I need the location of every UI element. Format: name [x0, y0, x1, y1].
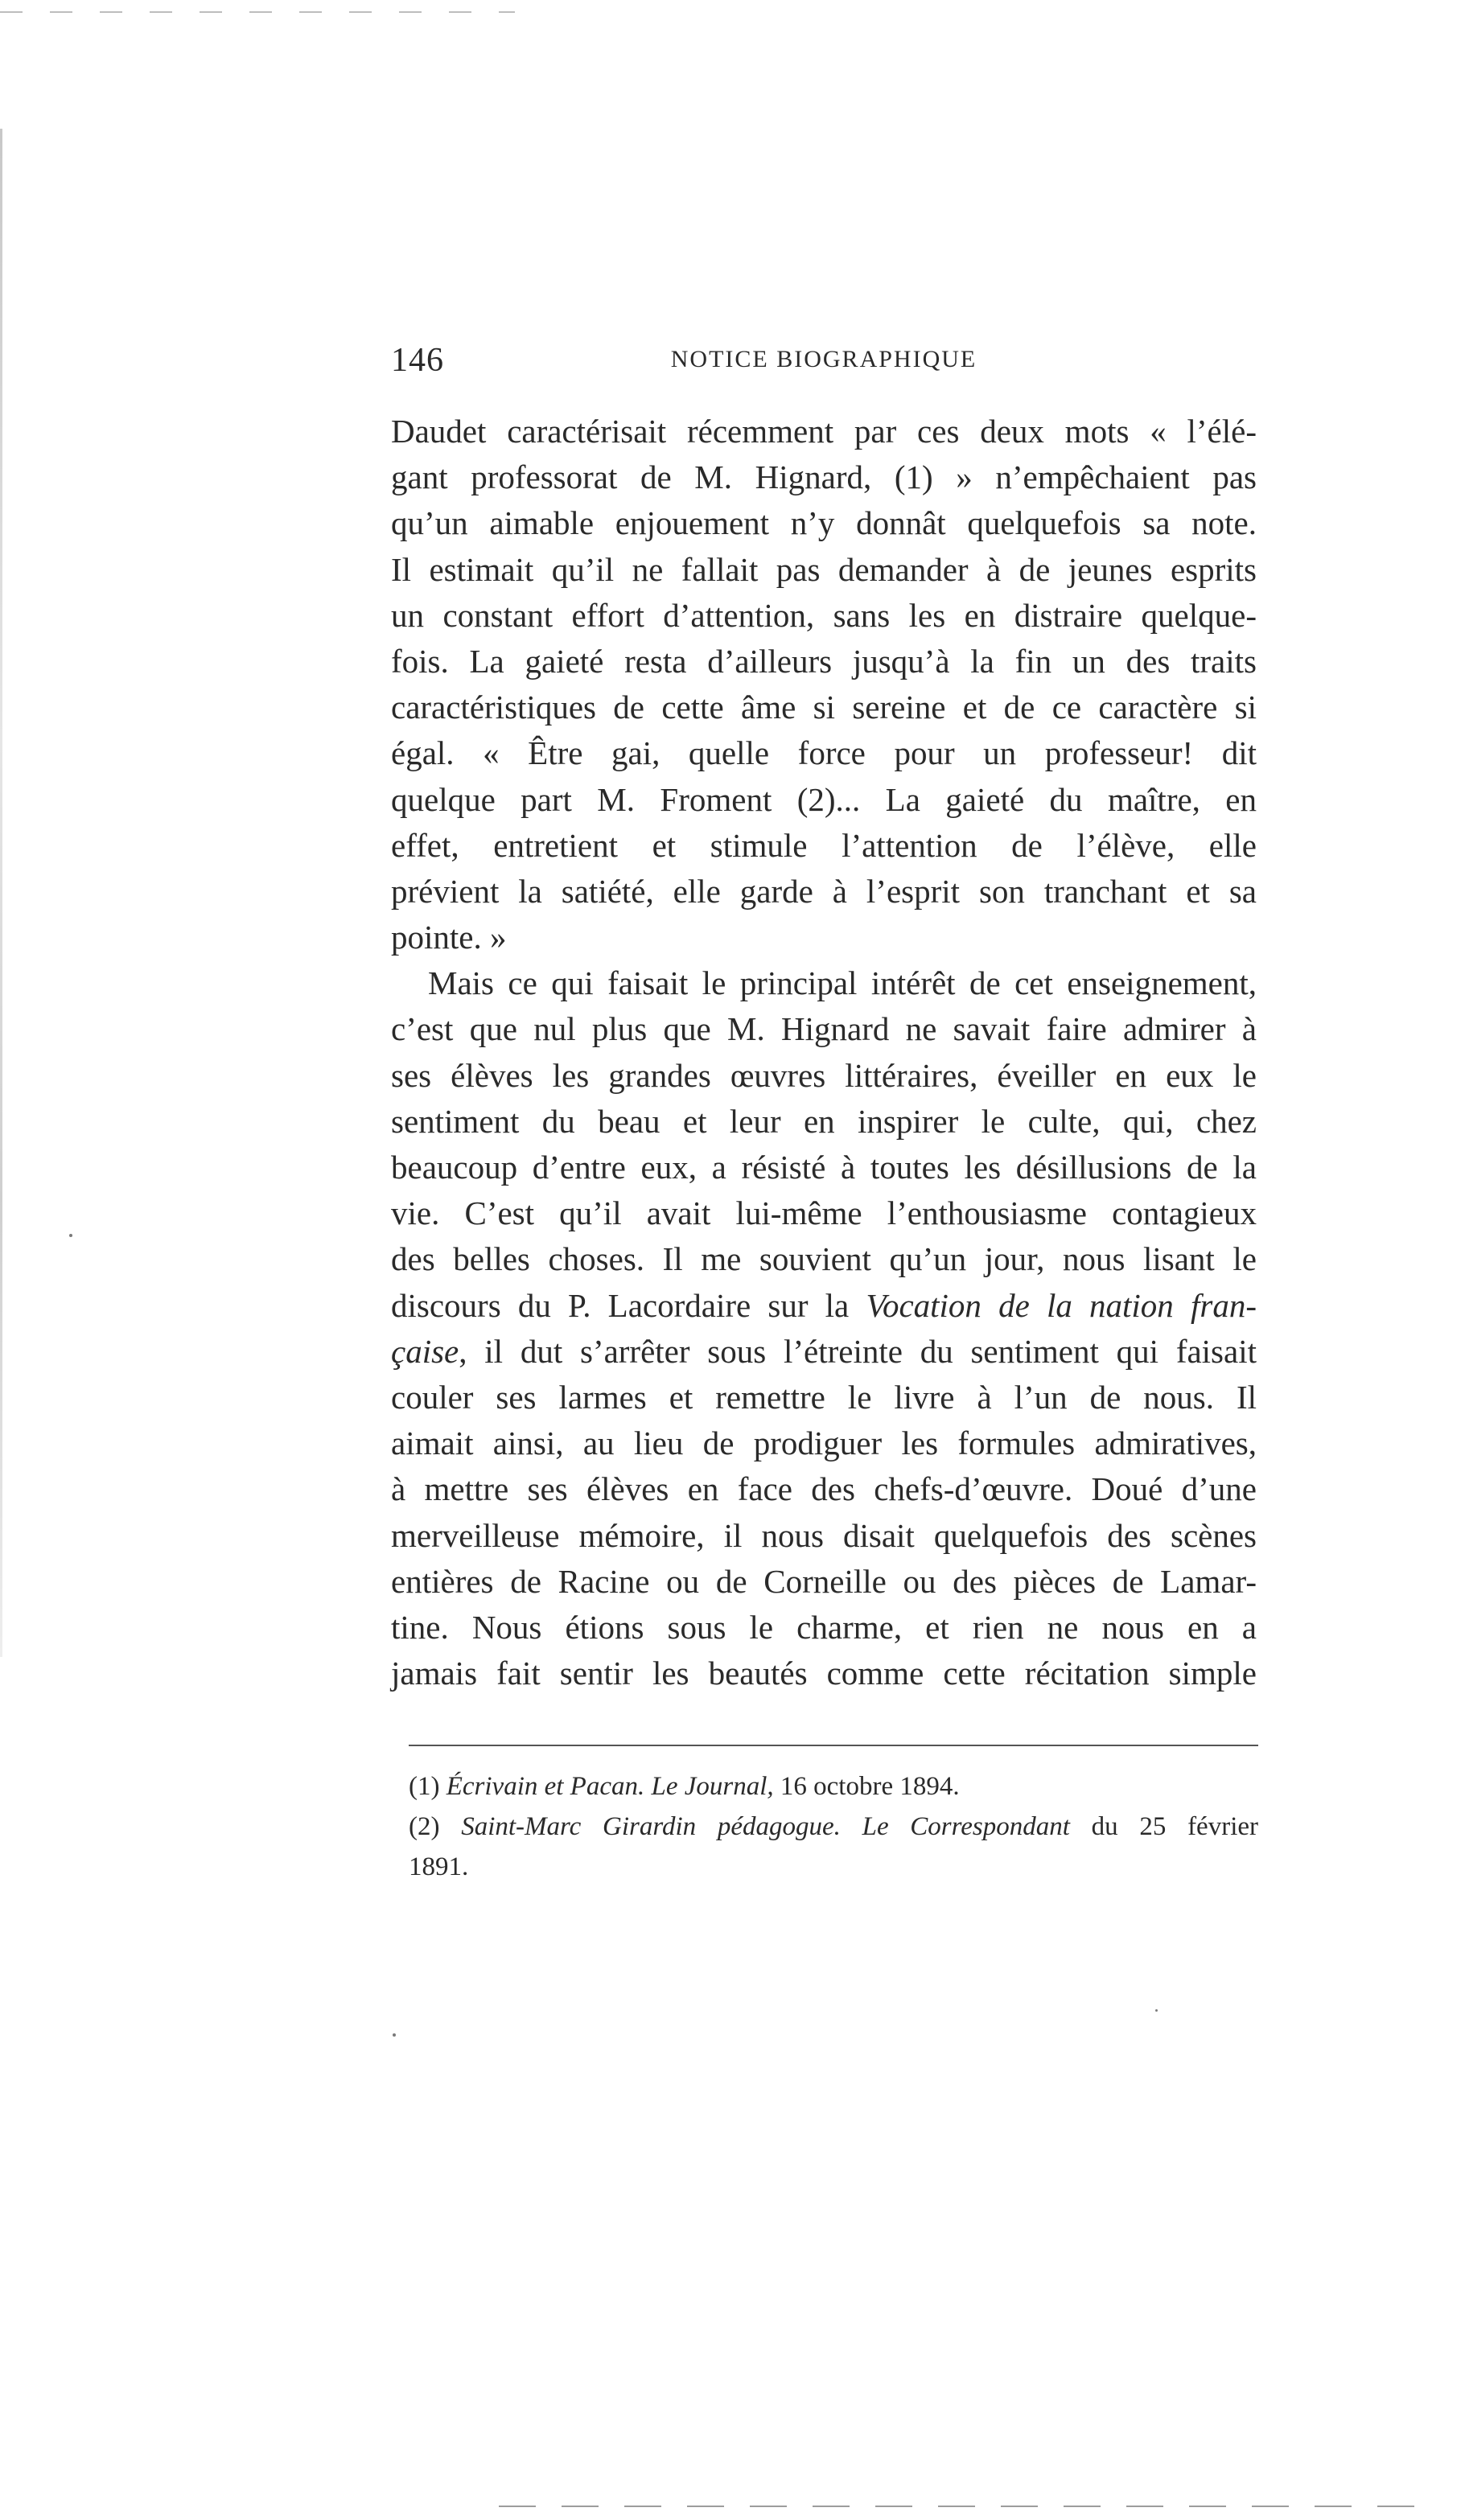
footnote-text: 16 octobre 1894.: [773, 1772, 960, 1801]
text-line: couler ses larmes et remettre le livre à l’un de nous. Il: [391, 1378, 1257, 1416]
text-line: Daudet caractérisait récemment par ces deux mots « l’élé-: [391, 413, 1257, 450]
footnote-1: [409, 1766, 1258, 1807]
scan-speck: [393, 2033, 396, 2037]
text-line: effet, entretient et stimule l’attention de l’élève, elle: [391, 826, 1257, 864]
text-line: qu’un aimable enjouement n’y donnât quelquefois sa note.: [391, 504, 1257, 542]
text-line: égal. « Être gai, quelle force pour un professeur! dit: [391, 734, 1257, 772]
footnotes: [409, 1766, 1258, 1887]
scan-left-edge: [0, 129, 2, 1657]
text-line: des belles choses. Il me souvient qu’un jour, nous lisant le: [391, 1240, 1257, 1278]
footnote-text: du 25 février: [1069, 1812, 1259, 1841]
text-line: [391, 1329, 1257, 1375]
text-line: caractéristiques de cette âme si sereine et de ce caractère si: [391, 689, 1257, 726]
scan-speck: [69, 1234, 72, 1237]
scan-artifact-bottom: [499, 2506, 1432, 2507]
text-line: Il estimait qu’il ne fallait pas demander à de jeunes esprits: [391, 550, 1257, 588]
text-line: pointe. »: [391, 919, 507, 956]
text-run: discours du P. Lacordaire sur la: [391, 1286, 866, 1324]
italic-title: Vocation de la nation fran-: [866, 1286, 1257, 1324]
text-line: prévient la satiété, elle garde à l’esprit son tranchant et sa: [391, 872, 1257, 910]
text-line: entières de Racine ou de Corneille ou des pièces de Lamar-: [391, 1562, 1257, 1600]
text-line: à mettre ses élèves en face des chefs-d’œuvre. Doué d’une: [391, 1470, 1257, 1508]
text-line: jamais fait sentir les beautés comme cette récitation simple: [391, 1655, 1257, 1692]
scan-speck: [1155, 2009, 1158, 2012]
footnote-2-continuation: 1891.: [409, 1852, 469, 1881]
footnote-2: [409, 1807, 1258, 1847]
footnote-number: (1): [409, 1772, 446, 1801]
text-line: sentiment du beau et leur en inspirer le culte, qui, chez: [391, 1102, 1257, 1140]
text-line: tine. Nous étions sous le charme, et rien ne nous en a: [391, 1608, 1257, 1646]
text-line: vie. C’est qu’il avait lui-même l’enthousiasme contagieux: [391, 1194, 1257, 1232]
text-line: Mais ce qui faisait le principal intérêt de cet enseignement,: [428, 964, 1257, 1002]
italic-title: çaise: [391, 1332, 459, 1370]
text-line: c’est que nul plus que M. Hignard ne savait faire admirer à: [391, 1010, 1257, 1048]
footnote-number: (2): [409, 1812, 462, 1841]
footnote-citation: Écrivain et Pacan. Le Journal,: [446, 1772, 774, 1801]
running-head: [391, 341, 1257, 389]
text-line: [391, 1283, 1257, 1329]
text-run: , il dut s’arrêter sous l’étreinte du sentiment qui faisait: [459, 1332, 1257, 1370]
text-line: fois. La gaieté resta d’ailleurs jusqu’à la fin un des traits: [391, 642, 1257, 680]
text-line: aimait ainsi, au lieu de prodiguer les formules admiratives,: [391, 1424, 1257, 1462]
text-line: quelque part M. Froment (2)... La gaieté du maître, en: [391, 780, 1257, 818]
text-line: ses élèves les grandes œuvres littéraires, éveiller en eux le: [391, 1056, 1257, 1094]
running-title: NOTICE BIOGRAPHIQUE: [670, 346, 977, 372]
body-text: [391, 409, 1257, 1696]
text-line: gant professorat de M. Hignard, (1) » n’empêchaient pas: [391, 458, 1257, 496]
page-number: 146: [391, 342, 444, 379]
text-line: merveilleuse mémoire, il nous disait quelquefois des scènes: [391, 1516, 1257, 1554]
text-line: beaucoup d’entre eux, a résisté à toutes les désillusions de la: [391, 1149, 1257, 1186]
text-line: un constant effort d’attention, sans les en distraire quelque-: [391, 596, 1257, 634]
scan-artifact-top: [0, 11, 515, 13]
footnote-citation: Saint-Marc Girardin pédagogue. Le Correspondant: [461, 1812, 1070, 1841]
footnote-rule: [409, 1745, 1258, 1746]
